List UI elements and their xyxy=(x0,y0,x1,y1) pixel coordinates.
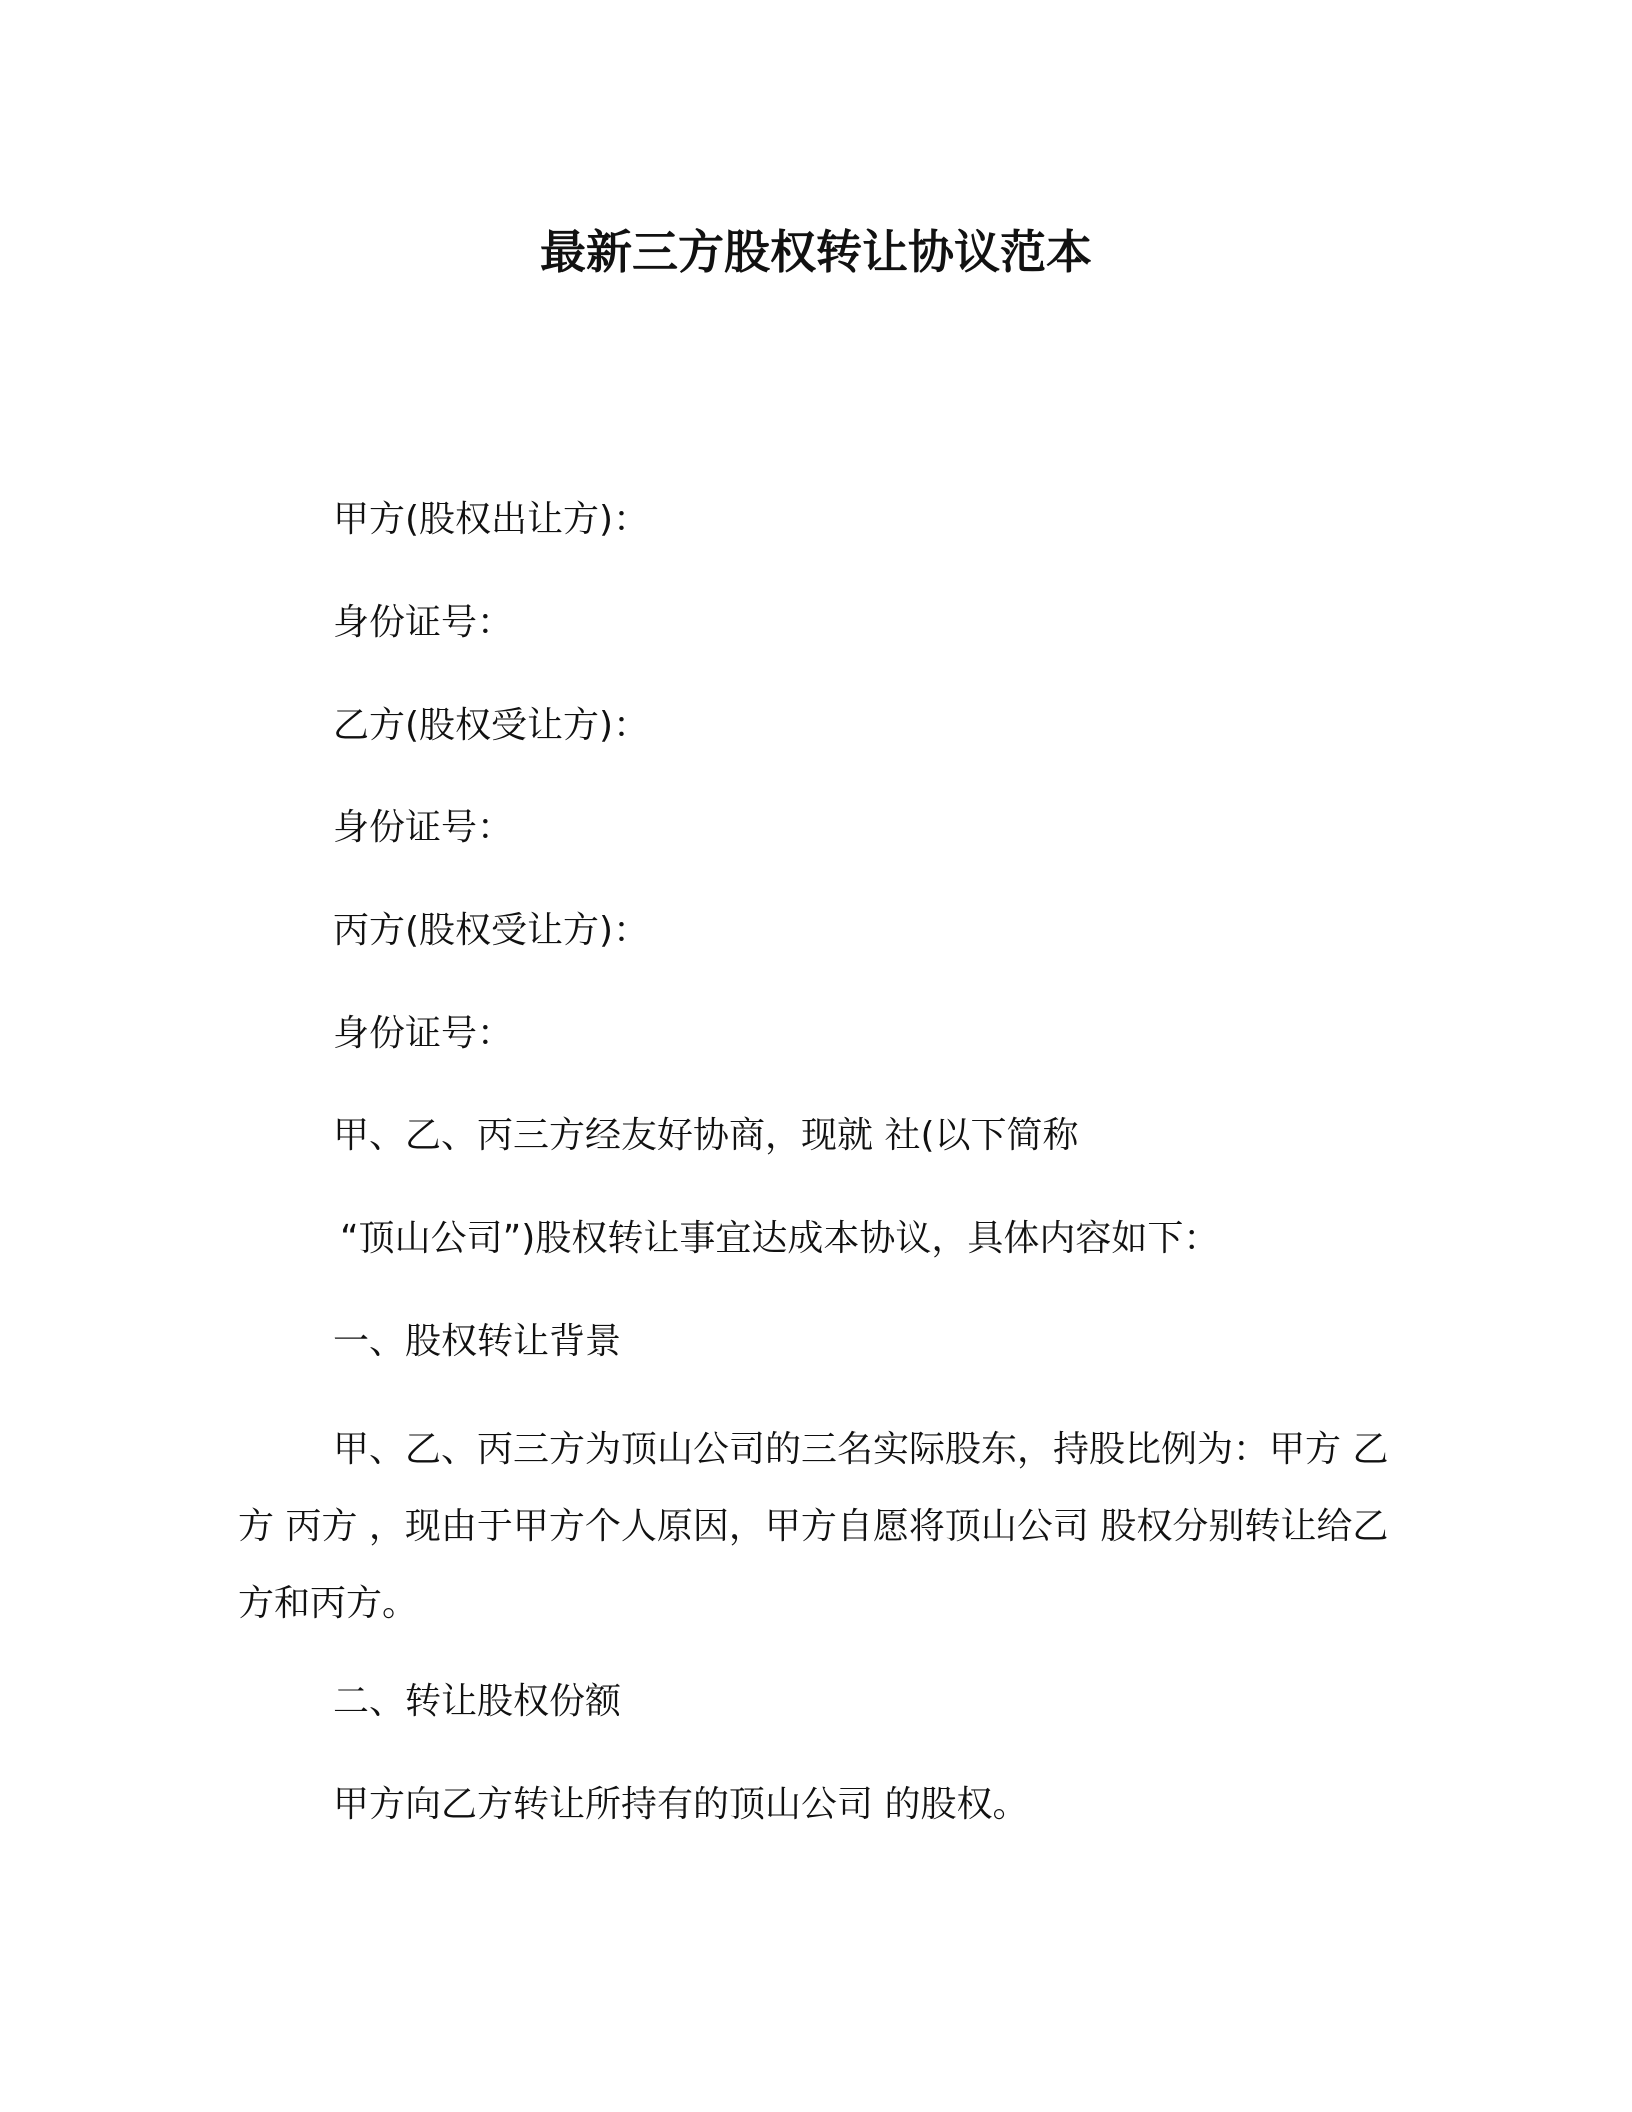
party-a-label: 甲方(股权出让方)： xyxy=(333,499,650,540)
party-c-id-label: 身份证号： xyxy=(333,1013,514,1054)
section-2-body: 甲方向乙方转让所持有的顶山公司 的股权。 xyxy=(333,1784,1029,1825)
party-c-label: 丙方(股权受让方)： xyxy=(333,910,650,951)
party-b-id-label: 身份证号： xyxy=(333,807,514,848)
intro-line-1: 甲、乙、丙三方经友好协商，现就 社(以下简称 xyxy=(333,1115,1079,1156)
section-2-heading: 二、转让股权份额 xyxy=(333,1681,622,1722)
intro-line-2: “顶山公司”)股权转让事宜达成本协议，具体内容如下： xyxy=(340,1218,1220,1259)
section-1-heading: 一、股权转让背景 xyxy=(333,1321,622,1362)
party-a-id-label: 身份证号： xyxy=(333,602,514,643)
party-b-label: 乙方(股权受让方)： xyxy=(333,705,650,746)
section-1-body: 甲、乙、丙三方为顶山公司的三名实际股东，持股比例为：甲方 乙方 丙方 ，现由于甲方个人原因，甲方自愿将顶山公司 股权分别转让给乙方和丙方。 xyxy=(238,1429,1389,1624)
document-title: 最新三方股权转让协议范本 xyxy=(540,225,1092,279)
